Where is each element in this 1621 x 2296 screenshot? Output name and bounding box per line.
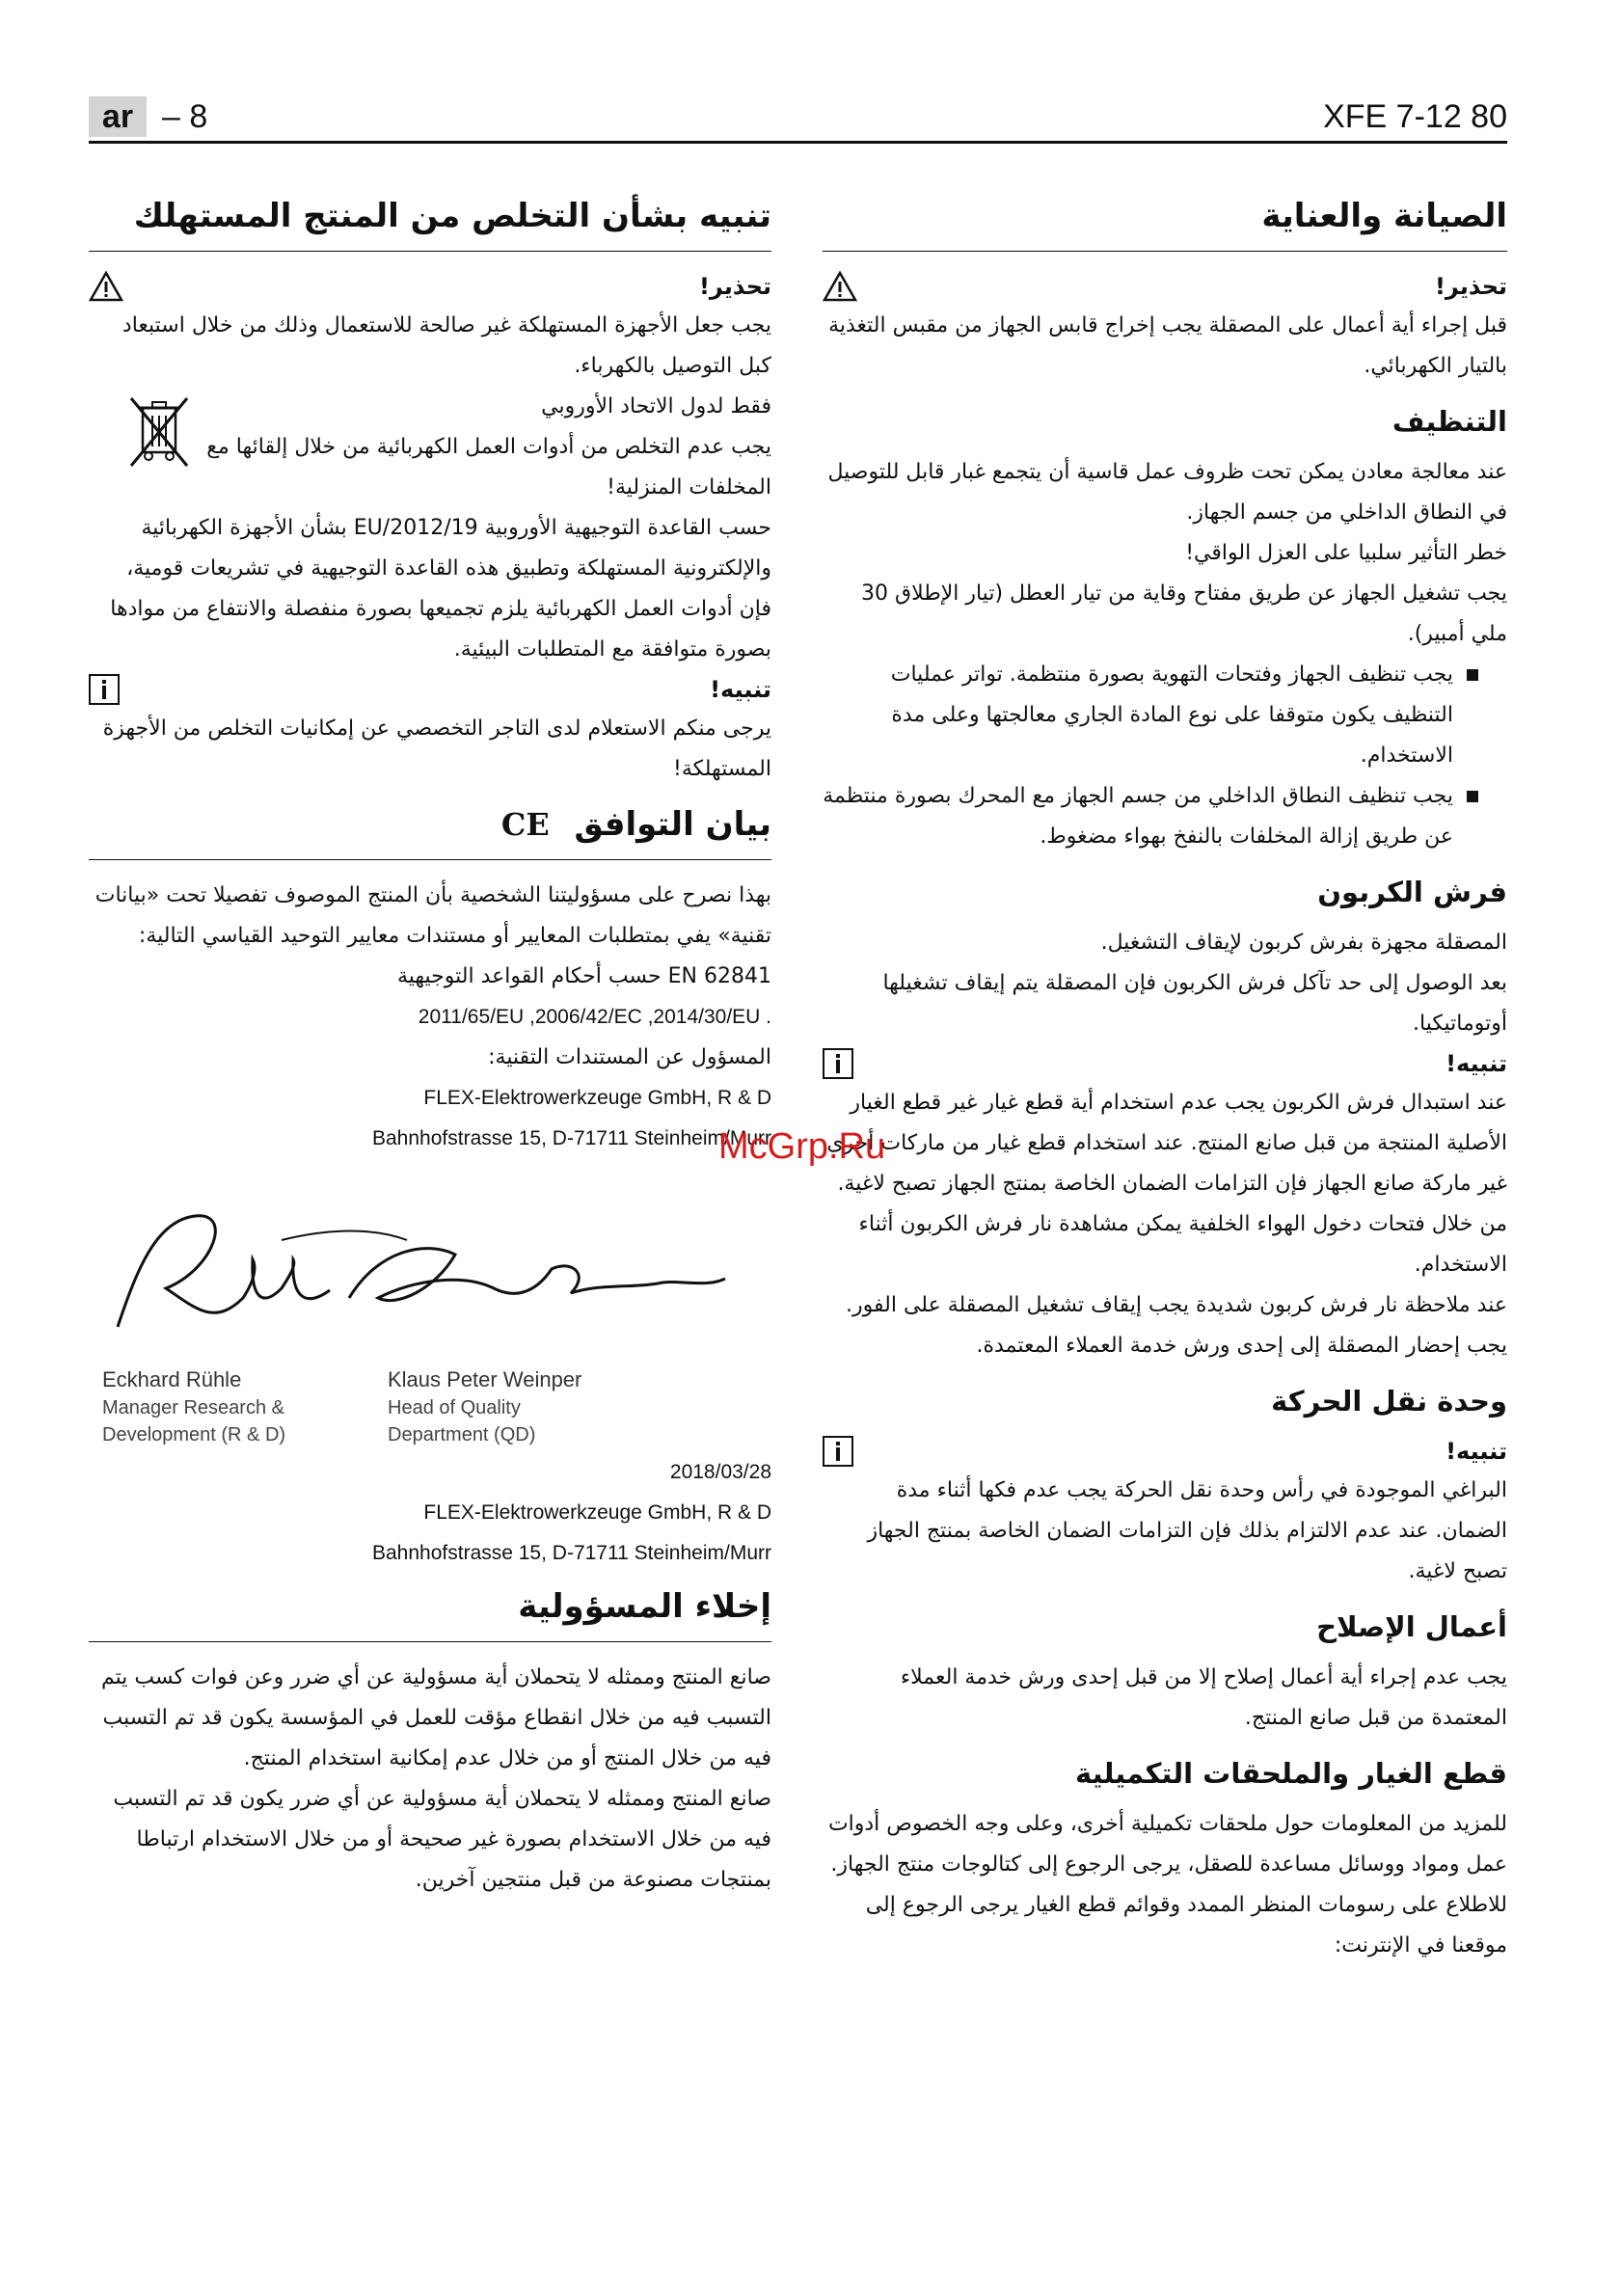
crossed-bin-icon (127, 394, 191, 477)
repair-title: أعمال الإصلاح (1316, 1610, 1507, 1643)
note-header (89, 670, 771, 709)
brushes-text-1: المصقلة مجهزة بفرش كربون لإيقاف التشغيل. (1100, 931, 1507, 955)
company-name: FLEX-Elektrowerkzeuge GmbH, R & D (423, 1501, 771, 1524)
info-icon (823, 1048, 853, 1079)
info-icon (823, 1436, 853, 1467)
technical-docs-label: المسؤول عن المستندات التقنية: (488, 1045, 771, 1069)
signatory-1-role-line-1: Manager Research & (102, 1397, 284, 1418)
gear-note-text: البراغي الموجودة في رأس وحدة نقل الحركة يجب عدم فكها أثناء مدة الضمان. عند عدم الالتزام بذلك فإن التزامات الضمان الخاصة بمنتج الجهاز تصبح لاغية. (867, 1478, 1507, 1583)
eu-only-label: فقط لدول الاتحاد الأوروبي (541, 394, 771, 419)
brushes-note-text: عند استبدال فرش الكربون يجب عدم استخدام أية قطع غيار غير قطع الغيار الأصلية المنتجة من قبل صانع المنتج. عند استخدام قطع غيار من ماركات أخرى غير ماركة صانع الجهاز فإن التزامات الضمان الخاصة بمنتج الجهاز تصبح لاغية. (826, 1091, 1507, 1196)
brushes-text-2: بعد الوصول إلى حد تآكل فرش الكربون فإن المصقلة يتم إيقاف تشغيلها أوتوماتيكيا. (882, 971, 1507, 1036)
page-number: – 8 (162, 98, 208, 135)
brushes-text-4: عند ملاحظة نار فرش كربون شديدة يجب إيقاف تشغيل المصقلة على الفور. يجب إحضار المصقلة إلى إحدى ورش خدمة العملاء المعتمدة. (846, 1293, 1507, 1358)
section-rule (823, 251, 1507, 252)
left-column (89, 183, 771, 1901)
company-name: FLEX-Elektrowerkzeuge GmbH, R & D (423, 1087, 771, 1109)
signatures (89, 1182, 771, 1445)
language-badge: ar (89, 96, 147, 137)
signatory-2-name: Klaus Peter Weinper (388, 1367, 582, 1391)
signatory-2 (388, 1365, 581, 1448)
bullet-square-icon (1467, 669, 1478, 681)
carbon-brushes-title: فرش الكربون (1317, 876, 1507, 908)
weee-block (89, 387, 771, 508)
maintenance-title: الصيانة والعناية (1261, 197, 1507, 235)
ce-mark-icon: CE (500, 806, 550, 843)
liability-text-1: صانع المنتج وممثله لا يتحملان أية مسؤولية عن أي ضرر وعن فوات كسب يتم التسبب فيه من خلال انقطاع مؤقت للعمل في المؤسسة يكون قد تم التسبب فيه من خلال المنتج أو من خلال عدم إمكانية استخدام المنتج. (100, 1665, 771, 1770)
note-header (823, 1044, 1507, 1083)
cleaning-text-1: عند معالجة معادن يمكن تحت ظروف عمل قاسية أن يتجمع غبار قابل للتوصيل في النطاق الداخلي من جسم الجهاز. (827, 460, 1507, 525)
section-rule (89, 1641, 771, 1642)
brushes-text-3: من خلال فتحات دخول الهواء الخلفية يمكن مشاهدة نار فرش الكربون أثناء الاستخدام. (858, 1212, 1507, 1277)
cleaning-text-3: يجب تشغيل الجهاز عن طريق مفتاح وقاية من تيار العطل (تيار الإطلاق 30 ملي أمبير). (861, 581, 1507, 646)
warning-triangle-icon (89, 271, 123, 302)
cleaning-title: التنظيف (1391, 405, 1507, 438)
header-rule (89, 141, 1507, 144)
spare-parts-title: قطع الغيار والملحقات التكميلية (1075, 1757, 1507, 1790)
conformity-title-text: بيان التوافق (574, 805, 771, 844)
note-label: تنبيه! (710, 676, 771, 703)
handwritten-signatures (89, 1182, 764, 1356)
signatory-2-role-line-1: Head of Quality (388, 1397, 521, 1418)
disposal-note-text: يرجى منكم الاستعلام لدى التاجر التخصصي عن إمكانيات التخلص من الأجهزة المستهلكة! (102, 716, 771, 781)
note-label: تنبيه! (1445, 1438, 1507, 1465)
weee-text (206, 387, 771, 508)
model-name: XFE 7-12 80 (1323, 98, 1507, 135)
conformity-title (89, 803, 771, 859)
signatory-1-role-line-2: Development (R & D) (102, 1424, 286, 1445)
signatory-1-name: Eckhard Rühle (102, 1367, 242, 1391)
liability-title: إخلاء المسؤولية (518, 1587, 771, 1626)
bullet-square-icon (1467, 791, 1478, 802)
conformity-directives: 2011/65/EU ,2006/42/EC ,2014/30/EU . (418, 1006, 771, 1028)
warning-label: تحذير! (698, 273, 771, 300)
info-icon (89, 674, 120, 705)
disposal-title: تنبيه بشأن التخلص من المنتج المستهلك (133, 197, 771, 235)
conformity-standard: EN 62841 حسب أحكام القواعد التوجيهية (396, 964, 771, 988)
liability-text-2: صانع المنتج وممثله لا يتحملان أية مسؤولية عن أي ضرر يكون قد تم التسبب فيه من خلال الاستخدام بصورة غير صحيحة أو من خلال الاستخدام ارتباطا بمنتجات مصنوعة من قبل منتجين آخرين. (113, 1787, 771, 1892)
list-item-text: يجب تنظيف النطاق الداخلي من جسم الجهاز مع المحرك بصورة منتظمة عن طريق إزالة المخلفات بالنفخ بهواء مضغوط. (823, 784, 1453, 849)
note-label: تنبيه! (1445, 1050, 1507, 1077)
section-rule (89, 859, 771, 860)
warning-label: تحذير! (1434, 273, 1507, 300)
signatory-2-role-line-2: Department (QD) (388, 1424, 536, 1445)
watermark: McGrp.Ru (718, 1126, 886, 1167)
cleaning-bullets (823, 655, 1507, 857)
disposal-text-1: يجب جعل الأجهزة المستهلكة غير صالحة للاستعمال وذلك من خلال استبعاد كبل التوصيل بالكهرباء. (122, 313, 771, 378)
disposal-text-2: حسب القاعدة التوجيهية الأوروبية 2012/19/EU بشأن الأجهزة الكهربائية والإلكترونية المستهلكة وتطبيق هذه القاعدة التوجيهية في تشريعات قومية، فإن أدوات العمل الكهربائية يلزم تجميعها بصورة منفصلة والانتفاع من موادها بصورة متوافقة مع المتطلبات البيئية. (110, 516, 771, 662)
spare-parts-text-1: للمزيد من المعلومات حول ملحقات تكميلية أخرى، وعلى وجه الخصوص أدوات عمل ومواد ووسائل مساعدة للصقل، يرجى الرجوع إلى كتالوجات منتج الجهاز. (827, 1812, 1507, 1877)
right-column (823, 183, 1507, 1966)
maintenance-warning-text: قبل إجراء أية أعمال على المصقلة يجب إخراج قابس الجهاز من مقبس التغذية بالتيار الكهربائي. (828, 313, 1507, 378)
company-address: Bahnhofstrasse 15, D-71711 Steinheim/Murr (372, 1542, 771, 1564)
note-header (823, 1432, 1507, 1471)
signatory-1 (102, 1365, 285, 1448)
list-item (823, 776, 1507, 857)
eu-disposal-text: يجب عدم التخلص من أدوات العمل الكهربائية من خلال إلقائها مع المخلفات المنزلية! (206, 435, 771, 500)
cleaning-text-2: خطر التأثير سلبيا على العزل الواقي! (1185, 541, 1507, 565)
warning-header (823, 267, 1507, 306)
gear-title: وحدة نقل الحركة (1271, 1385, 1507, 1418)
list-item-text: يجب تنظيف الجهاز وفتحات التهوية بصورة منتظمة. تواتر عمليات التنظيف يكون متوقفا على نوع المادة الجاري معالجتها وعلى مدة الاستخدام. (890, 662, 1453, 768)
warning-triangle-icon (823, 271, 857, 302)
date: 2018/03/28 (669, 1461, 771, 1483)
section-rule (89, 251, 771, 252)
repair-text: يجب عدم إجراء أية أعمال إصلاح إلا من قبل إحدى ورش خدمة العملاء المعتمدة من قبل صانع المنتج. (900, 1665, 1507, 1730)
list-item (823, 655, 1507, 776)
company-address: Bahnhofstrasse 15, D-71711 Steinheim/Murr (372, 1127, 771, 1149)
spare-parts-text-2: للاطلاع على رسومات المنظر الممدد وقوائم قطع الغيار يرجى الرجوع إلى موقعنا في الإنترنت: (865, 1893, 1507, 1958)
conformity-text: بهذا نصرح على مسؤوليتنا الشخصية بأن المنتج الموصوف تفصيلا تحت «بيانات تقنية» يفي بمتطلبات المعايير أو مستندات معايير التوحيد القياسي التالية: (95, 883, 771, 948)
warning-header (89, 267, 771, 306)
